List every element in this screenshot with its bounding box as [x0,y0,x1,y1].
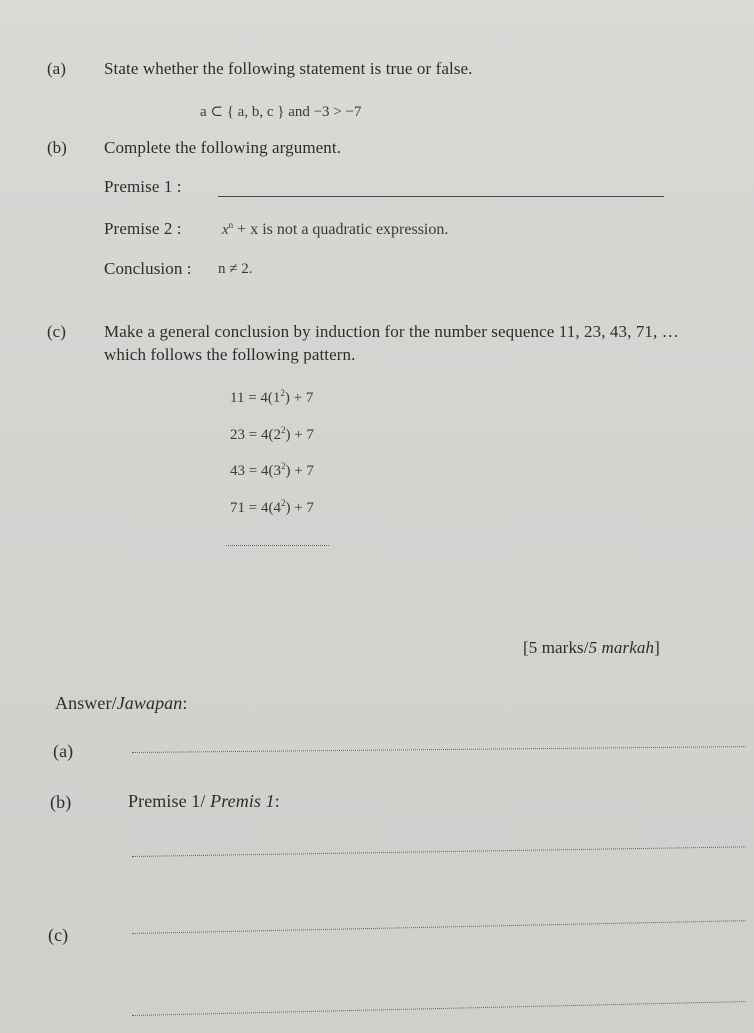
sequence-row-4-exp: 2 [280,498,286,508]
sequence-row-1-exp: 2 [280,388,285,398]
sequence-row-3-exp: 2 [280,461,286,471]
premise-2-base: x [222,222,229,238]
answer-heading-italic: Jawapan [116,693,183,713]
answer-heading-plain: Answer/ [55,693,117,713]
sequence-row-1-rhs: ) + 7 [284,390,314,406]
part-a-label: (a) [47,59,66,78]
premise-1-label: Premise 1 : [104,177,182,196]
sequence-row-4 [230,500,314,517]
conclusion-value: n ≠ 2. [218,261,253,277]
marks-italic: 5 markah [588,638,655,657]
part-a-prompt: State whether the following statement is true or false. [104,59,473,78]
answer-b-label: (b) [50,792,72,812]
answer-heading-colon: : [182,693,188,713]
answer-b-line [132,846,746,857]
premise-2-statement [222,221,448,239]
sequence-row-2-lhs: 23 = 4(2 [230,427,281,443]
premise-2-rest: + x is not a quadratic expression. [233,221,449,238]
premise-2-label: Premise 2 : [104,219,182,238]
answer-c-line-1 [132,920,746,934]
sequence-next-term-blank [226,545,329,546]
sequence-row-2-exp: 2 [280,425,286,435]
part-c-prompt-line2: which follows the following pattern. [104,345,356,364]
part-b-label: (b) [47,138,67,157]
sequence-row-3-lhs: 43 = 4(3 [230,463,281,479]
sequence-row-3 [230,463,314,480]
answer-b-premise-plain: Premise 1/ [128,791,211,811]
answer-b-premise-colon: : [274,791,280,811]
sequence-row-1 [230,390,313,407]
answer-c-label: (c) [48,925,69,945]
answer-a-line [132,746,746,753]
sequence-row-2 [230,427,314,444]
answer-heading [55,693,188,714]
answer-b-premise [128,791,280,812]
premise-2-exponent: n [228,220,234,230]
conclusion-label: Conclusion : [104,259,192,278]
premise-1-blank-line [218,196,664,197]
answer-b-premise-italic: Premis 1 [210,791,275,811]
part-a-statement: a ⊂ { a, b, c } and −3 > −7 [200,104,362,120]
marks-close: ] [654,638,660,657]
part-b-prompt: Complete the following argument. [104,138,342,157]
answer-c-line-2 [132,1001,746,1016]
sequence-row-3-rhs: ) + 7 [285,463,314,479]
sequence-row-4-lhs: 71 = 4(4 [230,500,281,516]
part-c-prompt-line1: Make a general conclusion by induction for the number sequence 11, 23, 43, 71, … [104,322,679,341]
sequence-row-1-lhs: 11 = 4(1 [230,390,281,406]
sequence-row-4-rhs: ) + 7 [285,500,314,516]
marks-allocation [523,638,660,658]
answer-a-label: (a) [53,741,74,761]
marks-plain: [5 marks/ [523,638,589,657]
part-c-label: (c) [47,322,66,341]
sequence-row-2-rhs: ) + 7 [285,427,314,443]
